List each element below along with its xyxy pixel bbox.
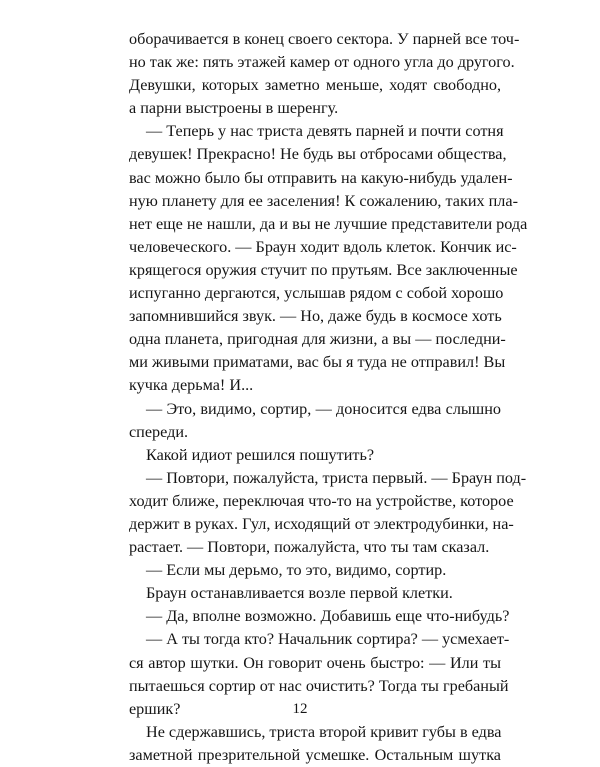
text-line: Девушки, которых заметно меньше, ходят свободно, <box>129 76 501 95</box>
text-line: ершик? <box>129 699 181 718</box>
text-line: одна планета, пригодная для жизни, а вы — последни- <box>129 330 506 349</box>
text-line: растает. — Повтори, пожалуйста, что ты там сказал. <box>129 538 490 557</box>
text-line: а парни выстроены в шеренгу. <box>129 99 339 118</box>
page-number: 12 <box>292 701 308 717</box>
text-line: — А ты тогда кто? Начальник сортира? — усмехает- <box>146 630 510 649</box>
text-line: заметной презрительной усмешке. Остальным шутка <box>129 745 501 764</box>
text-line: запомнившийся звук. — Но, даже будь в космосе хоть <box>129 307 502 326</box>
text-line: держит в руках. Гул, исходящий от электродубинки, на- <box>129 514 514 533</box>
text-line: Какой идиот решился пошутить? <box>146 445 375 464</box>
text-line: — Теперь у нас триста девять парней и почти сотня <box>146 122 504 141</box>
text-line: ми живыми приматами, вас бы я туда не отправил! Вы <box>129 353 506 372</box>
body-text <box>129 28 528 767</box>
text-line: — Если мы дерьмо, то это, видимо, сортир. <box>146 561 447 580</box>
text-line: человеческого. — Браун ходит вдоль клеток. Кончик ис- <box>129 237 517 256</box>
text-line: кучка дерьма! И... <box>129 376 254 395</box>
text-line: Не сдержавшись, триста второй кривит губы в едва <box>146 722 502 741</box>
text-line: нет еще не нашли, да и вы не лучшие представители рода <box>129 214 528 233</box>
text-line: оборачивается в конец своего сектора. У парней все точ- <box>129 30 520 48</box>
text-line: — Это, видимо, сортир, — доносится едва слышно <box>146 399 501 418</box>
text-line: — Повтори, пожалуйста, триста первый. — Браун под- <box>146 468 527 487</box>
text-line: ходит ближе, переключая что-то на устройстве, которое <box>129 491 514 510</box>
text-line: спереди. <box>129 422 189 441</box>
text-line: девушек! Прекрасно! Не будь вы отбросами общества, <box>129 145 507 164</box>
text-line: ся автор шутки. Он говорит очень быстро: — Или ты <box>129 653 501 672</box>
text-line: Браун останавливается возле первой клетки. <box>146 584 453 603</box>
text-line: крящегося оружия стучит по прутьям. Все заключенные <box>129 260 518 279</box>
text-line: — Да, вполне возможно. Добавишь еще что-нибудь? <box>146 607 510 626</box>
text-line: но так же: пять этажей камер от одного угла до другого. <box>129 53 515 72</box>
text-line: пытаешься сортир от нас очистить? Тогда ты гребаный <box>129 676 509 695</box>
text-line: испуганно дергаются, услышав рядом с собой хорошо <box>129 284 504 303</box>
text-line: ную планету для ее заселения! К сожалению, таких пла- <box>129 191 518 210</box>
text-line: вас можно было бы отправить на какую-нибудь удален- <box>129 168 513 187</box>
